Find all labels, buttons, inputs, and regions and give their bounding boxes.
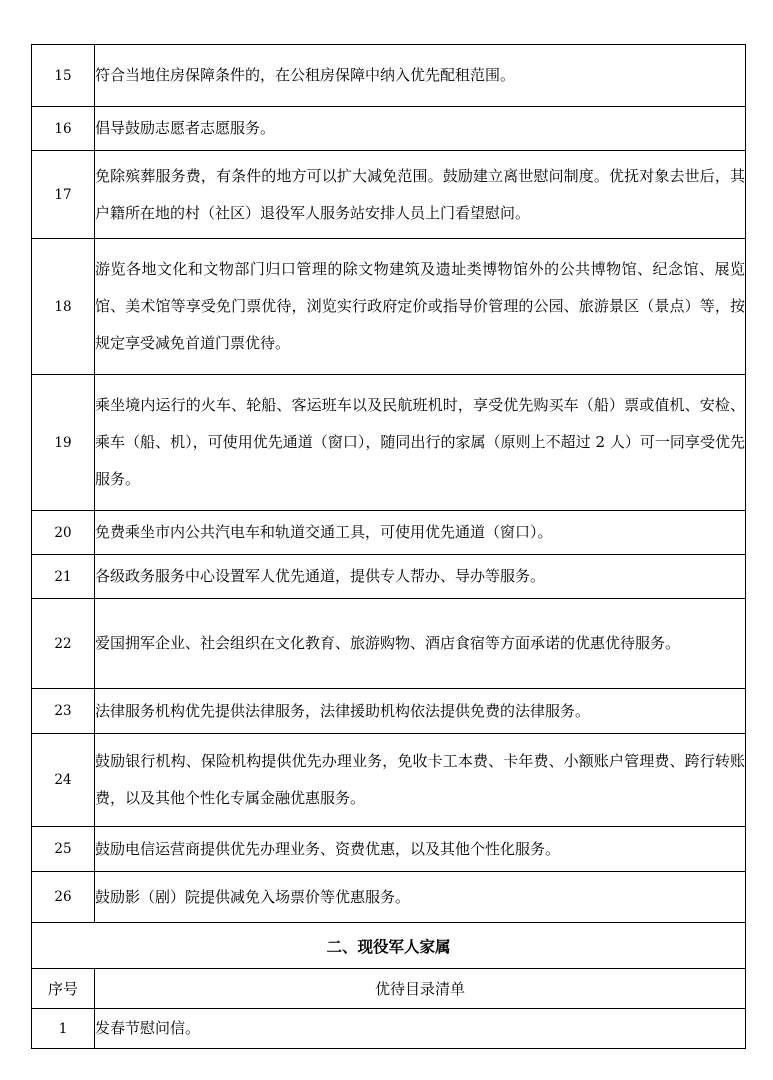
header-text: 优待目录清单 xyxy=(95,969,746,1009)
row-number: 22 xyxy=(32,599,95,689)
row-number: 23 xyxy=(32,689,95,734)
row-text: 爱国拥军企业、社会组织在文化教育、旅游购物、酒店食宿等方面承诺的优惠优待服务。 xyxy=(95,599,746,689)
table-row xyxy=(32,872,746,923)
row-number: 15 xyxy=(32,45,95,107)
table-row xyxy=(32,45,746,107)
section-title: 二、现役军人家属 xyxy=(32,923,746,969)
row-number: 21 xyxy=(32,555,95,599)
row-number: 1 xyxy=(32,1009,95,1049)
row-number: 19 xyxy=(32,375,95,511)
row-number: 18 xyxy=(32,239,95,375)
row-number: 26 xyxy=(32,872,95,923)
row-text: 鼓励影（剧）院提供减免入场票价等优惠服务。 xyxy=(95,872,746,923)
row-text: 游览各地文化和文物部门归口管理的除文物建筑及遗址类博物馆外的公共博物馆、纪念馆、展览馆、美术馆等享受免门票优待，浏览实行政府定价或指导价管理的公园、旅游景区（景点）等，按规定享受减免首道门票优待。 xyxy=(95,239,746,375)
row-number: 25 xyxy=(32,827,95,872)
row-number: 20 xyxy=(32,511,95,555)
row-text: 各级政务服务中心设置军人优先通道，提供专人帮办、导办等服务。 xyxy=(95,555,746,599)
row-text: 倡导鼓励志愿者志愿服务。 xyxy=(95,107,746,151)
row-number: 17 xyxy=(32,151,95,239)
table-row xyxy=(32,599,746,689)
table-row xyxy=(32,107,746,151)
row-text: 乘坐境内运行的火车、轮船、客运班车以及民航班机时，享受优先购买车（船）票或值机、安检、乘车（船、机），可使用优先通道（窗口），随同出行的家属（原则上不超过 2 人）可一同享受优先服务。 xyxy=(95,375,746,511)
table-row xyxy=(32,827,746,872)
table-row xyxy=(32,375,746,511)
table-row xyxy=(32,734,746,827)
row-number: 16 xyxy=(32,107,95,151)
header-row xyxy=(32,969,746,1009)
section-row xyxy=(32,923,746,969)
row-text: 符合当地住房保障条件的，在公租房保障中纳入优先配租范围。 xyxy=(95,45,746,107)
row-text: 鼓励银行机构、保险机构提供优先办理业务，免收卡工本费、卡年费、小额账户管理费、跨行转账费，以及其他个性化专属金融优惠服务。 xyxy=(95,734,746,827)
row-text: 法律服务机构优先提供法律服务，法律援助机构依法提供免费的法律服务。 xyxy=(95,689,746,734)
row-number: 24 xyxy=(32,734,95,827)
table-row xyxy=(32,689,746,734)
table-row xyxy=(32,555,746,599)
table-row xyxy=(32,239,746,375)
header-number: 序号 xyxy=(32,969,95,1009)
row-text: 发春节慰问信。 xyxy=(95,1009,746,1049)
benefits-table xyxy=(31,44,746,1049)
table-row xyxy=(32,511,746,555)
row-text: 免除殡葬服务费，有条件的地方可以扩大减免范围。鼓励建立离世慰问制度。优抚对象去世后，其户籍所在地的村（社区）退役军人服务站安排人员上门看望慰问。 xyxy=(95,151,746,239)
row-text: 免费乘坐市内公共汽电车和轨道交通工具，可使用优先通道（窗口）。 xyxy=(95,511,746,555)
table-row xyxy=(32,1009,746,1049)
row-text: 鼓励电信运营商提供优先办理业务、资费优惠，以及其他个性化服务。 xyxy=(95,827,746,872)
table-row xyxy=(32,151,746,239)
